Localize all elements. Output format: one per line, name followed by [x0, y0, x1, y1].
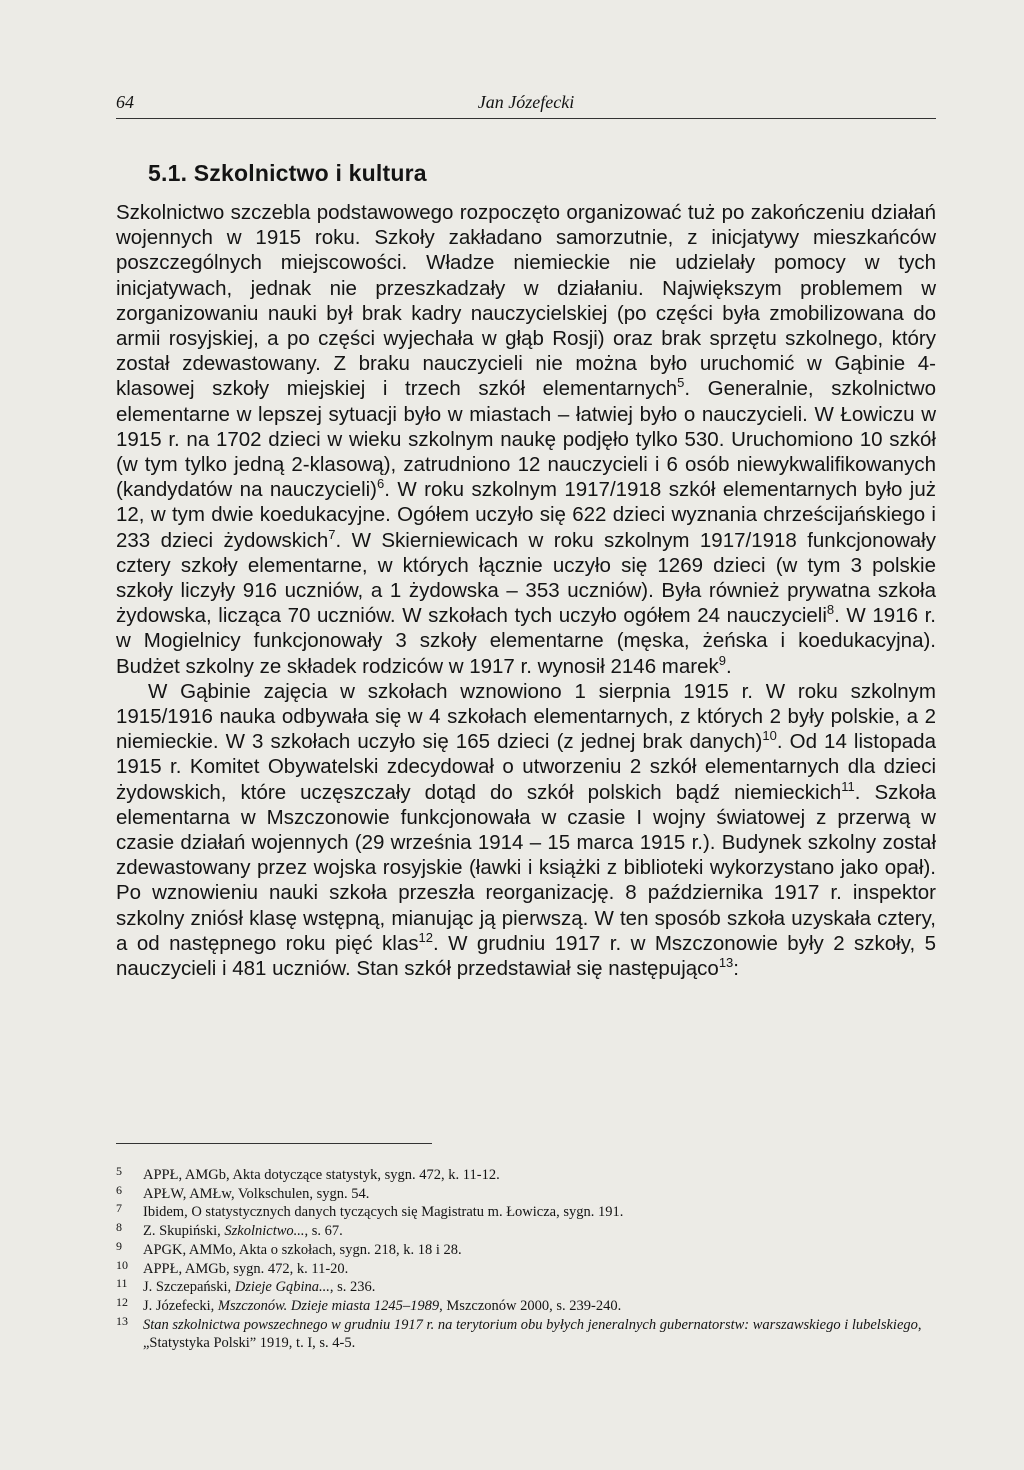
- footnote-text: Ibidem, O statystycznych danych tyczących się Magistratu m. Łowicza, sygn. 191.: [143, 1204, 624, 1221]
- footnote-ref[interactable]: 7: [328, 526, 336, 542]
- footnote-number: 7: [116, 1201, 122, 1216]
- footnote-ref[interactable]: 5: [677, 375, 685, 391]
- footnote-10: [116, 1257, 936, 1279]
- footnote-title: Stan szkolnictwa powszechnego w grudniu 1917 r. na terytorium obu byłych jeneralnych gubernatorstw: warszawskiego i lubelskiego: [143, 1316, 918, 1333]
- footnote-title: Dzieje Gąbina...: [234, 1279, 330, 1296]
- text-run: . W roku szkolnym 1917/1918 szkół elementarnych było już 12, w tym dwie koedukacyjne. Ogółem uczyło się 622 dzieci wyznania chrześcijańskiego i 233 dzieci żydowskich: [116, 478, 936, 552]
- footnote-text: APGK, AMMo, Akta o szkołach, sygn. 218, k. 18 i 28.: [143, 1241, 462, 1258]
- footnote-ref[interactable]: 10: [762, 728, 777, 744]
- footnote-text: Z. Skupiński,: [143, 1223, 225, 1240]
- footnote-text: , „Statystyka Polski” 1919, t. I, s. 4-5.: [143, 1316, 922, 1352]
- footnote-number: 10: [116, 1257, 128, 1272]
- text-run: Szkolnictwo szczebla podstawowego rozpoczęto organizować tuż po zakończeniu działań wojennych w 1915 roku. Szkoły zakładano samorzutnie, z inicjatywy mieszkańców poszczególnych miejscowości. Władze niemieckie nie udzielały pomocy w tych inicjatywach, jednak nie przeszkadzały w działaniu. Największym problemem w zorganizowaniu nauki był brak kadry nauczycielskiej (po części była zmobilizowana do armii rosyjskiej, a po części wyjechała w głąb Rosji) oraz brak sprzętu szkolnego, który został zdewastowany. Z braku nauczycieli nie można było uruchomić w Gąbinie 4-klasowej szkoły miejskiej i trzech szkół elementarnych: [116, 201, 936, 401]
- page-header: [116, 90, 936, 119]
- footnote-text: , s. 67.: [304, 1223, 343, 1240]
- footnote-ref[interactable]: 13: [718, 955, 734, 971]
- section-heading: 5.1. Szkolnictwo i kultura: [148, 160, 427, 186]
- footnote-number: 5: [116, 1164, 122, 1178]
- footnote-ref[interactable]: 11: [841, 778, 855, 794]
- footnote-ref[interactable]: 12: [418, 930, 433, 946]
- text-run: . Generalnie, szkolnictwo elementarne w lepszej sytuacji było w miastach – łatwiej było o nauczycieli. W Łowiczu w 1915 r. na 1702 dzieci w wieku szkolnym naukę podjęło tylko 530. Uruchomiono 10 szkół (w tym tylko jedną 2-klasową), zatrudniono 12 nauczycieli i 6 osób niewykwalifikowanych (kandydatów na nauczycieli): [116, 377, 937, 502]
- footnote-ref[interactable]: 9: [718, 652, 726, 668]
- paragraph: [116, 679, 936, 981]
- footnote-text: , Mszczonów 2000, s. 239-240.: [439, 1297, 622, 1314]
- footnote-text: J. Szczepański,: [143, 1279, 235, 1296]
- text-run: . W Skierniewicach w roku szkolnym 1917/1918 funkcjonowały cztery szkoły elementarne, w których łącznie uczyło się 1269 dzieci (w tym 3 polskie szkoły liczyły 916 uczniów, a 1 żydowska – 353 uczniów). Była również prywatna szkoła żydowska, licząca 70 uczniów. W szkołach tych uczyło ogółem 24 nauczycieli: [116, 528, 936, 628]
- footnote-number: 6: [116, 1182, 122, 1197]
- footnote-text: APŁW, AMŁw, Volkschulen, sygn. 54.: [143, 1185, 370, 1202]
- running-head-author: Jan Józefecki: [477, 92, 575, 112]
- text-run: W Gąbinie zajęcia w szkołach wznowiono 1 sierpnia 1915 r. W roku szkolnym 1915/1916 nauka odbywała się w 4 szkołach elementarnych, z których 2 były polskie, a 2 niemieckie. W 3 szkołach uczyło się 165 dzieci (z jednej brak danych): [116, 679, 936, 754]
- text-run: . W grudniu 1917 r. w Mszczonowie były 2 szkoły, 5 nauczycieli i 481 uczniów. Stan szkół przedstawiał się następująco: [116, 931, 936, 981]
- footnote-text: J. Józefecki,: [143, 1297, 218, 1314]
- paragraph: [116, 200, 936, 679]
- text-run: .: [726, 654, 732, 678]
- footnote-number: 13: [116, 1313, 128, 1328]
- footnote-text: APPŁ, AMGb, sygn. 472, k. 11-20.: [143, 1260, 349, 1277]
- footnote-text: , s. 236.: [329, 1279, 376, 1296]
- footnote-divider: [116, 1143, 432, 1144]
- footnote-11: [116, 1278, 936, 1297]
- footnote-5: [116, 1166, 936, 1185]
- footnote-title: Szkolnictwo...: [224, 1223, 305, 1240]
- body-text: [116, 200, 936, 981]
- footnotes: [116, 1166, 936, 1353]
- footnote-number: 9: [116, 1238, 122, 1253]
- footnote-number: 11: [116, 1276, 128, 1291]
- footnote-13: [116, 1313, 936, 1353]
- text-run: . W 1916 r. w Mogielnicy funkcjonowały 3 szkoły elementarne (męska, żeńska i koedukacyjna). Budżet szkolny ze składek rodziców w 1917 r. wynosił 2146 marek: [116, 604, 936, 678]
- footnote-ref[interactable]: 6: [377, 476, 385, 492]
- footnote-8: [116, 1222, 936, 1241]
- footnote-ref[interactable]: 8: [826, 602, 835, 618]
- footnote-9: [116, 1238, 936, 1260]
- text-run: :: [733, 957, 739, 981]
- footnote-6: [116, 1182, 936, 1204]
- footnote-7: [116, 1203, 936, 1222]
- text-run: . Szkoła elementarna w Mszczonowie funkcjonowała w czasie I wojny światowej z przerwą w czasie działań wojennych (29 września 1914 – 15 marca 1915 r.). Budynek szkolny został zdewastowany przez wojska rosyjskie (ławki i książki z biblioteki wykorzystano jako opał). Po wznowieniu nauki szkoła przeszła reorganizację. 8 października 1917 r. inspektor szkolny zniósł klasę wstępną, mianując ją pierwszą. W ten sposób szkoła uzyskała cztery, a od następnego roku pięć klas: [116, 780, 937, 955]
- footnote-title: Mszczonów. Dzieje miasta 1245–1989: [217, 1297, 440, 1314]
- page-number: 64: [116, 92, 134, 112]
- text-run: . Od 14 listopada 1915 r. Komitet Obywatelski zdecydował o utworzeniu 2 szkół elementarnych dla dzieci żydowskich, które uczęszczały dotąd do szkół polskich bądź niemieckich: [116, 730, 936, 804]
- footnote-number: 12: [116, 1294, 128, 1309]
- footnote-text: APPŁ, AMGb, Akta dotyczące statystyk, sygn. 472, k. 11-12.: [143, 1167, 500, 1183]
- footnote-12: [116, 1294, 936, 1316]
- footnote-number: 8: [116, 1220, 122, 1235]
